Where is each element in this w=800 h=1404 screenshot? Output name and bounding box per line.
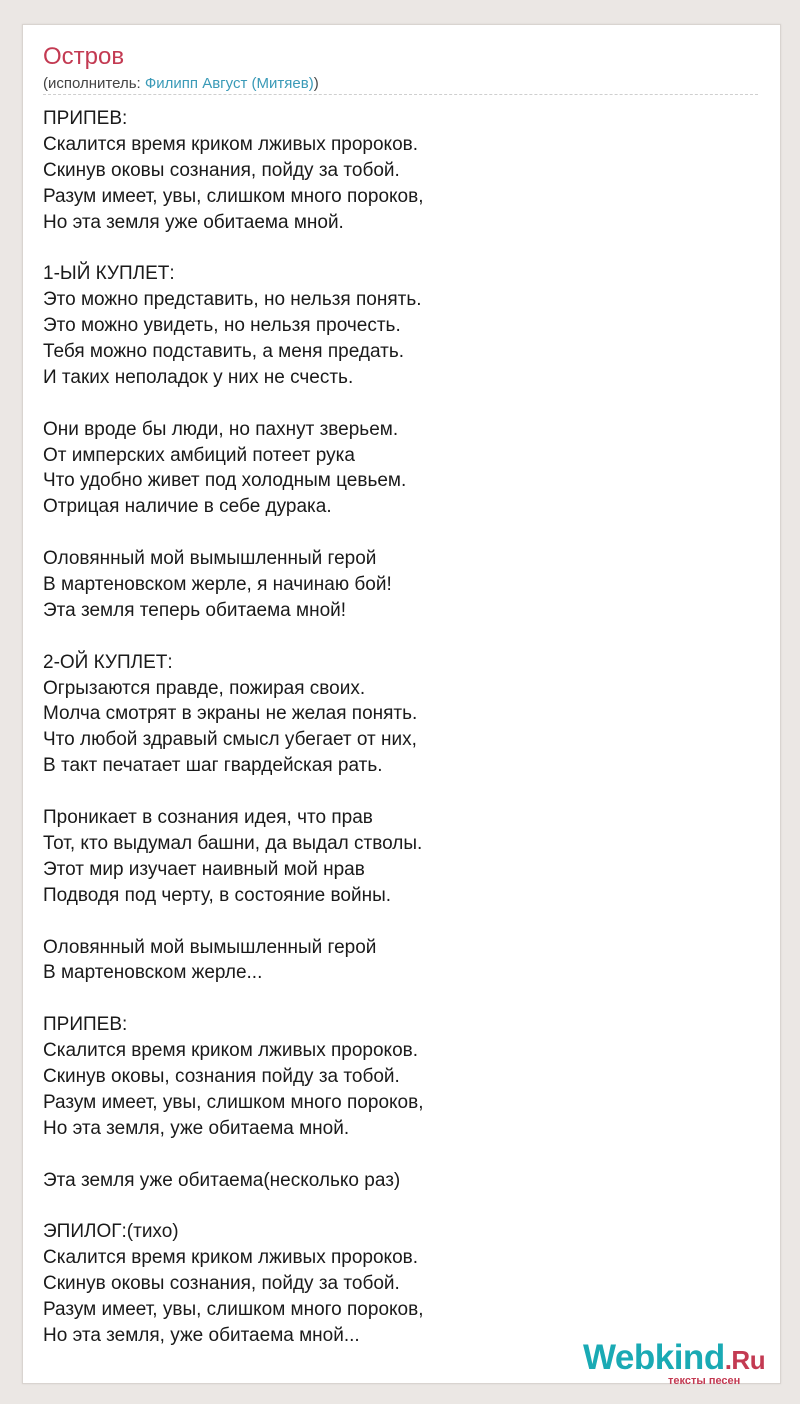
lyrics-card [22,24,781,1387]
lyric-line: Скалится время криком лживых пророков. [43,1247,419,1269]
lyric-line: Разум имеет, увы, слишком много пороков, [43,1298,424,1320]
lyric-line [43,909,743,935]
lyric-line: Скинув оковы сознания, пойду за тобой. [43,159,400,181]
lyric-line: Это можно увидеть, но нельзя прочесть. [43,315,401,337]
lyric-line: Разум имеет, увы, слишком много пороков, [43,185,424,207]
lyric-line: ПРИПЕВ: [43,1014,128,1036]
logo-tld: .Ru [724,1345,766,1375]
logo-tagline: тексты песен [668,1375,741,1387]
lyric-line: Молча смотрят в экраны не желая понять. [43,703,418,725]
lyric-line: Оловянный мой вымышленный герой [43,548,377,570]
artist-link[interactable]: Филипп Август (Митяев) [144,75,314,92]
site-logo[interactable] [583,1338,783,1388]
lyric-line [43,986,743,1012]
lyric-line: Эта земля уже обитаема(несколько раз) [43,1169,401,1191]
lyric-line [43,235,743,261]
logo-name: Webkind [583,1338,725,1377]
lyric-line: Разум имеет, увы, слишком много пороков, [43,1091,424,1113]
lyric-line: Скинув оковы сознания, пойду за тобой. [43,1273,400,1295]
lyric-line: Скалится время криком лживых пророков. [43,1040,419,1062]
lyric-line [43,779,743,805]
lyric-line [43,391,743,417]
lyric-line: Что удобно живет под холодным цевьем. [43,470,407,492]
artist-prefix: (исполнитель: [43,75,145,92]
song-title: Остров [43,43,125,70]
lyric-line: От имперских амбиций потеет рука [43,444,355,466]
lyric-line: В мартеновском жерле, я начинаю бой! [43,574,392,596]
lyric-line [43,1193,743,1219]
lyric-line: И таких неполадок у них не счесть. [43,366,354,388]
lyrics-text [43,106,743,1349]
lyric-line: Эта земля теперь обитаема мной! [43,599,347,621]
lyric-line: Тот, кто выдумал башни, да выдал стволы. [43,832,423,854]
lyric-line [43,520,743,546]
lyric-line: Скалится время криком лживых пророков. [43,133,419,155]
lyric-line: Но эта земля, уже обитаема мной. [43,1117,350,1139]
lyric-line: Огрызаются правде, пожирая своих. [43,677,366,699]
lyric-line: Но эта земля, уже обитаема мной... [43,1324,360,1346]
lyric-line: Но эта земля уже обитаема мной. [43,211,344,233]
title-divider [43,94,758,95]
lyric-line [43,624,743,650]
artist-suffix: ) [313,75,319,92]
lyric-line: Отрицая наличие в себе дурака. [43,496,332,518]
artist-line [43,75,319,93]
lyric-line: Этот мир изучает наивный мой нрав [43,858,365,880]
lyric-line: В такт печатает шаг гвардейская рать. [43,755,383,777]
lyric-line: ПРИПЕВ: [43,108,128,129]
lyric-line: ЭПИЛОГ:(тихо) [43,1221,179,1243]
lyric-line: В мартеновском жерле... [43,962,263,984]
lyric-line: Проникает в сознания идея, что прав [43,807,373,829]
lyric-line: 2-ОЙ КУПЛЕТ: [43,651,173,673]
lyric-line: Это можно представить, но нельзя понять. [43,289,422,311]
lyric-line: Они вроде бы люди, но пахнут зверьем. [43,418,399,440]
lyric-line: Скинув оковы, сознания пойду за тобой. [43,1065,400,1087]
logo-wordmark [583,1338,765,1380]
lyric-line: Подводя под черту, в состояние войны. [43,884,392,906]
lyric-line: Что любой здравый смысл убегает от них, [43,729,417,751]
lyric-line: Оловянный мой вымышленный герой [43,936,377,958]
lyric-line: 1-ЫЙ КУПЛЕТ: [43,263,175,285]
lyric-line: Тебя можно подставить, а меня предать. [43,341,404,363]
lyric-line [43,1142,743,1168]
